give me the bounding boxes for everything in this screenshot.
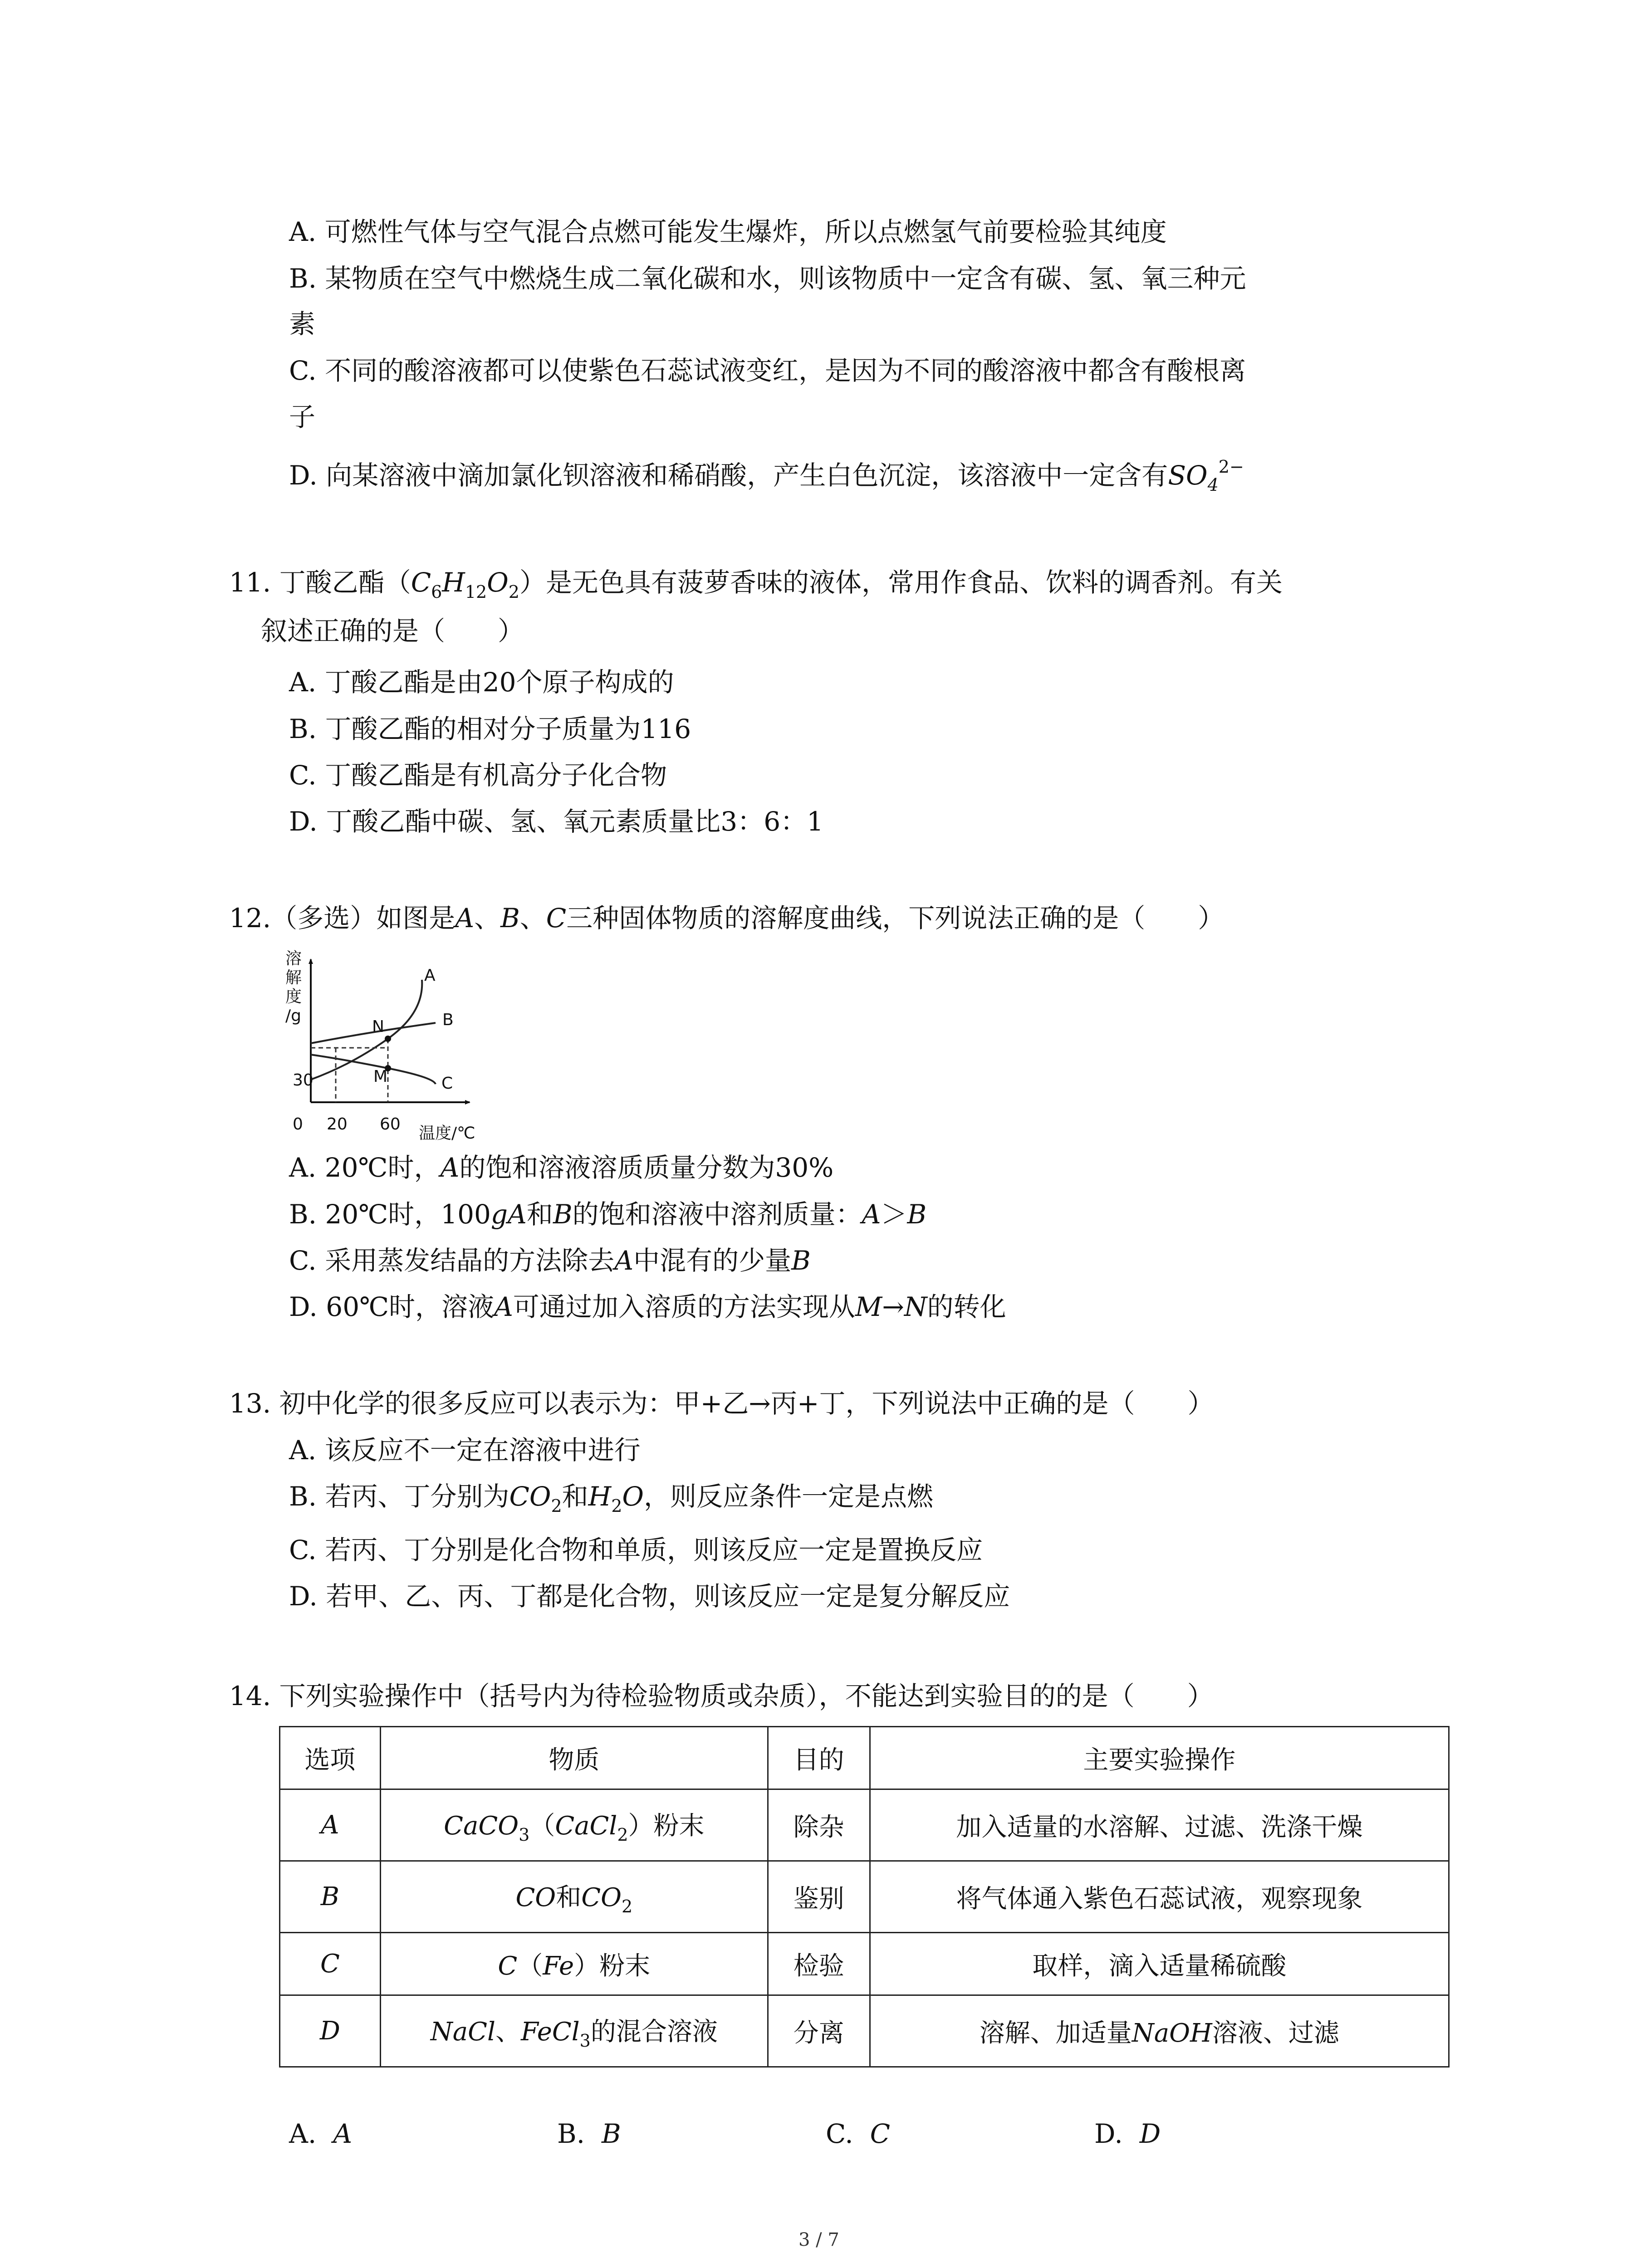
table-row	[280, 1861, 1449, 1933]
q14-stem: 14. 下列实验操作中（括号内为待检验物质或杂质），不能达到实验目的的是（ ）	[229, 1681, 1214, 1711]
choice-label: A.	[289, 2118, 317, 2149]
q12-sep: 、	[519, 903, 546, 934]
choice-value: D	[1139, 2118, 1161, 2149]
table-cell-operation: 将气体通入紫色石蕊试液，观察现象	[870, 1861, 1449, 1933]
q12-d-text: 的转化	[927, 1291, 1006, 1322]
solubility-curve-figure	[279, 946, 488, 1145]
q11-formula-h: H	[442, 567, 465, 598]
subscript: 3	[519, 1824, 530, 1845]
point-n-label: N	[372, 1017, 384, 1036]
point-m-label: M	[373, 1067, 388, 1086]
q10-option-b: B. 某物质在空气中燃烧生成二氧化碳和水，则该物质中一定含有碳、氢、氧三种元	[289, 263, 1246, 294]
table-cell-substance	[380, 1861, 768, 1933]
q12-b-var: A	[508, 1199, 527, 1230]
q12-option-b	[289, 1199, 927, 1230]
q12-d-text: 可通过加入溶质的方法实现从	[513, 1291, 855, 1322]
q11-sub-6: 6	[431, 582, 442, 602]
substance-text: 的混合溶液	[590, 2017, 718, 2047]
q13-b-text: ，则反应条件一定是点燃	[643, 1481, 933, 1512]
table-cell-operation: 取样，滴入适量稀硫酸	[870, 1933, 1449, 1995]
water-formula: O	[622, 1481, 644, 1512]
formula: CaCl	[555, 1811, 617, 1841]
point-n	[385, 1036, 391, 1042]
q12-d-var: M	[855, 1291, 882, 1322]
q12-sep: 、	[474, 903, 501, 934]
graph-x-tick: 0	[293, 1115, 303, 1134]
q10-option-d	[289, 458, 1244, 494]
table-row	[280, 1933, 1449, 1995]
q12-d-var: A	[494, 1291, 513, 1322]
formula: CO	[515, 1882, 556, 1912]
choice-label: C.	[826, 2118, 853, 2149]
subscript: 2	[621, 1896, 633, 1916]
q12-stem-start: 12.（多选）如图是	[229, 903, 456, 934]
q11-sub-2: 2	[508, 582, 519, 602]
graph-ylabel: 度	[285, 987, 302, 1006]
experiment-table	[279, 1726, 1450, 2068]
curve-b-label: B	[442, 1011, 454, 1029]
graph-x-tick: 20	[327, 1115, 348, 1134]
q13-stem: 13. 初中化学的很多反应可以表示为：甲+乙→丙+丁，下列说法中正确的是（ ）	[229, 1388, 1214, 1419]
q12-a-text: 的饱和溶液溶质质量分数为30%	[459, 1152, 834, 1183]
q12-var-c: C	[546, 903, 567, 934]
q10-option-c: C. 不同的酸溶液都可以使紫色石蕊试液变红，是因为不同的酸溶液中都含有酸根离	[289, 355, 1246, 386]
table-header-row	[280, 1727, 1449, 1789]
formula: NaCl	[430, 2017, 495, 2047]
q12-var-a: A	[455, 903, 475, 934]
formula: CO	[581, 1882, 622, 1912]
q12-b-var: B	[907, 1199, 927, 1230]
page-number: 3 / 7	[798, 2229, 839, 2250]
q13-option-b	[289, 1483, 933, 1515]
q12-d-text: D. 60℃时，溶液	[289, 1291, 494, 1322]
curve-a-label: A	[424, 966, 436, 985]
substance-text: ）粉末	[574, 1951, 651, 1981]
q11-option-c: C. 丁酸乙酯是有机高分子化合物	[289, 760, 667, 791]
table-cell-operation: 加入适量的水溶解、过滤、洗涤干燥	[870, 1789, 1449, 1861]
water-subscript: 2	[611, 1496, 622, 1516]
formula: CaCO	[444, 1811, 519, 1841]
q13-b-text: 和	[562, 1481, 588, 1512]
sulfate-subscript: 4	[1207, 475, 1219, 495]
graph-ylabel: 解	[285, 968, 302, 987]
q12-c-var: A	[614, 1245, 634, 1276]
table-cell-substance	[380, 1789, 768, 1861]
co2-formula: CO	[509, 1481, 551, 1512]
choice-value: A	[333, 2118, 353, 2149]
q12-b-text: ＞	[881, 1199, 907, 1230]
table-cell-substance	[380, 1995, 768, 2067]
q11-stem-start: 11. 丁酸乙酯（	[229, 567, 411, 598]
formula: NaOH	[1132, 2018, 1212, 2048]
q12-option-c	[289, 1247, 811, 1274]
choice-value: B	[601, 2118, 621, 2149]
paren: （	[529, 1811, 555, 1841]
q11-formula-o: O	[487, 567, 509, 598]
q10-option-b-cont: 素	[289, 308, 316, 339]
subscript: 2	[617, 1824, 628, 1845]
q11-option-b: B. 丁酸乙酯的相对分子质量为116	[289, 714, 691, 744]
table-cell-option: B	[280, 1861, 381, 1933]
q14-choice-c	[826, 2118, 891, 2149]
co2-subscript: 2	[551, 1496, 562, 1516]
choice-label: B.	[557, 2118, 585, 2149]
formula: Fe	[543, 1951, 574, 1981]
q13-b-text: B. 若丙、丁分别为	[289, 1481, 509, 1512]
q12-d-arrow: →	[882, 1291, 904, 1322]
q12-option-a	[289, 1154, 833, 1181]
table-cell-purpose: 检验	[768, 1933, 870, 1995]
q12-a-text: A. 20℃时，	[289, 1152, 441, 1183]
graph-ylabel: /g	[285, 1007, 301, 1025]
table-header: 物质	[380, 1727, 768, 1789]
choice-label: D.	[1094, 2118, 1123, 2149]
table-header: 选项	[280, 1727, 381, 1789]
q11-stem-rest: ）是无色具有菠萝香味的液体，常用作食品、饮料的调香剂。有关	[519, 567, 1283, 598]
q14-choice-d	[1094, 2118, 1161, 2149]
q10-option-c-cont: 子	[289, 401, 316, 432]
table-header: 目的	[768, 1727, 870, 1789]
paren: （	[517, 1951, 543, 1981]
q12-option-d	[289, 1291, 1006, 1322]
graph-ylabel: 溶	[285, 949, 302, 968]
q12-c-var: B	[791, 1245, 811, 1276]
graph-y-tick: 30	[293, 1071, 314, 1090]
table-cell-option: A	[280, 1789, 381, 1861]
formula: C	[498, 1951, 518, 1981]
q12-b-unit: g	[490, 1199, 508, 1230]
table-cell-option: C	[280, 1933, 381, 1995]
table-row	[280, 1789, 1449, 1861]
water-formula: H	[588, 1481, 612, 1512]
table-cell-operation	[870, 1995, 1449, 2067]
table-header: 主要实验操作	[870, 1727, 1449, 1789]
table-cell-purpose: 分离	[768, 1995, 870, 2067]
q12-b-text: 和	[526, 1199, 553, 1230]
sulfate-charge: 2−	[1218, 457, 1244, 477]
substance-text: ）粉末	[628, 1811, 705, 1841]
choice-value: C	[870, 2118, 891, 2149]
q11-option-d: D. 丁酸乙酯中碳、氢、氧元素质量比3：6：1	[289, 806, 824, 837]
q12-stem	[229, 903, 1225, 934]
q12-b-var: A	[862, 1199, 881, 1230]
q12-b-var: B	[553, 1199, 573, 1230]
table-cell-substance	[380, 1933, 768, 1995]
q10-d-text: D. 向某溶液中滴加氯化钡溶液和稀硝酸，产生白色沉淀，该溶液中一定含有	[289, 460, 1168, 491]
q12-var-b: B	[500, 903, 520, 934]
q11-sub-12: 12	[465, 582, 487, 602]
q12-b-text: B. 20℃时，100	[289, 1199, 491, 1230]
q11-stem-cont: 叙述正确的是（ ）	[261, 616, 524, 646]
q13-option-a: A. 该反应不一定在溶液中进行	[289, 1435, 641, 1466]
curve-c-label: C	[441, 1074, 453, 1093]
q12-d-var: N	[904, 1291, 927, 1322]
q12-b-text: 的饱和溶液中溶剂质量：	[572, 1199, 862, 1230]
q11-stem	[229, 569, 1283, 601]
q11-option-a: A. 丁酸乙酯是由20个原子构成的	[289, 667, 674, 698]
table-row	[280, 1995, 1449, 2067]
sulfate-formula: SO	[1168, 460, 1208, 491]
subscript: 3	[579, 2030, 591, 2051]
separator: 、	[495, 2017, 521, 2047]
q12-stem-rest: 三种固体物质的溶解度曲线，下列说法正确的是（ ）	[566, 903, 1225, 934]
q11-formula-c: C	[411, 567, 431, 598]
graph-xlabel: 温度/℃	[419, 1124, 475, 1143]
q13-option-d: D. 若甲、乙、丙、丁都是化合物，则该反应一定是复分解反应	[289, 1581, 1010, 1612]
table-cell-purpose: 除杂	[768, 1789, 870, 1861]
table-cell-option: D	[280, 1995, 381, 2067]
formula: FeCl	[520, 2017, 580, 2047]
operation-text: 溶解、加适量	[979, 2018, 1132, 2048]
operation-text: 溶液、过滤	[1212, 2018, 1339, 2048]
q14-choice-b	[557, 2118, 621, 2149]
q12-c-text: C. 采用蒸发结晶的方法除去	[289, 1245, 615, 1276]
q13-option-c: C. 若丙、丁分别是化合物和单质，则该反应一定是置换反应	[289, 1535, 983, 1565]
q14-choice-a	[289, 2118, 353, 2149]
q12-a-var: A	[440, 1152, 460, 1183]
table-cell-purpose: 鉴别	[768, 1861, 870, 1933]
substance-text: 和	[556, 1882, 582, 1912]
graph-x-tick: 60	[380, 1115, 401, 1134]
q12-c-text: 中混有的少量	[633, 1245, 792, 1276]
q10-option-a: A. 可燃性气体与空气混合点燃可能发生爆炸，所以点燃氢气前要检验其纯度	[289, 216, 1167, 247]
